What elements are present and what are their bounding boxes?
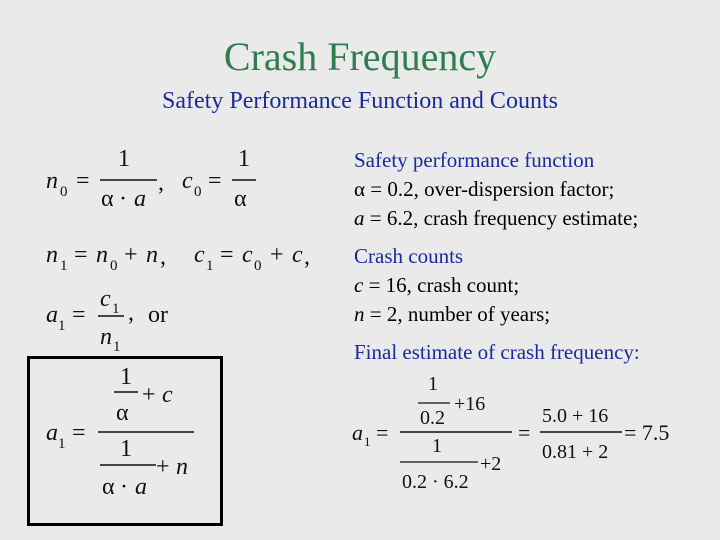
c-desc: = 16, crash count; bbox=[363, 273, 520, 297]
eq3-a1: a bbox=[46, 302, 58, 328]
eq1b-den-alpha: α bbox=[234, 186, 247, 212]
alpha-symbol: α bbox=[354, 177, 366, 201]
alpha-line bbox=[354, 175, 638, 204]
final-a1: a bbox=[352, 420, 363, 445]
final-a1-sub: 1 bbox=[364, 434, 371, 449]
n-desc: = 2, number of years; bbox=[364, 302, 551, 326]
a-line bbox=[354, 204, 638, 233]
eq4-top-plus: + bbox=[142, 382, 156, 408]
eq1-den-dot: · bbox=[119, 186, 127, 212]
eq2-equals: = bbox=[74, 242, 88, 268]
eq4-equals: = bbox=[72, 420, 86, 446]
c-line bbox=[354, 271, 550, 300]
eq2-n1-sub: 1 bbox=[60, 258, 68, 274]
final-heading: Final estimate of crash frequency: bbox=[354, 340, 640, 364]
eq4-a1-sub: 1 bbox=[58, 436, 66, 452]
eq2-n1: n bbox=[46, 242, 58, 268]
eq2-c1: c bbox=[194, 242, 205, 268]
eq3-comma: , bbox=[128, 300, 134, 326]
a-symbol: a bbox=[354, 206, 365, 230]
a-desc: = 6.2, crash frequency estimate; bbox=[364, 206, 639, 230]
eq3-or: or bbox=[148, 302, 168, 328]
spf-notes bbox=[354, 146, 638, 233]
eq4-bot-one: 1 bbox=[120, 436, 132, 462]
eq1-den-a: a bbox=[134, 186, 146, 212]
eq3-den-n: n bbox=[100, 324, 112, 350]
final-mid-num: 5.0 + 16 bbox=[542, 405, 609, 427]
eq4-top-one: 1 bbox=[120, 364, 132, 390]
eq3-num-c: c bbox=[100, 286, 111, 312]
spf-heading: Safety performance function bbox=[354, 148, 595, 172]
eq2-equals-2: = bbox=[220, 242, 234, 268]
eq1-den-alpha: α bbox=[101, 186, 114, 212]
eq4-top-c: c bbox=[162, 382, 173, 408]
n-symbol: n bbox=[354, 302, 365, 326]
final-top-plus-c: +16 bbox=[454, 393, 486, 415]
eq3-equals: = bbox=[72, 302, 86, 328]
eq1-num: 1 bbox=[118, 146, 130, 172]
final-mid-den: 0.81 + 2 bbox=[542, 441, 609, 463]
final-top-one: 1 bbox=[428, 373, 438, 395]
eq1-c-sub: 0 bbox=[194, 184, 202, 200]
slide-title: Crash Frequency bbox=[223, 34, 497, 79]
eq1-equals: = bbox=[76, 168, 90, 194]
eq1-n-sub: 0 bbox=[60, 184, 68, 200]
counts-heading: Crash counts bbox=[354, 244, 464, 268]
final-bot-plus-n: +2 bbox=[480, 453, 502, 475]
formula-highlight-box bbox=[27, 356, 223, 526]
eq2-comma-2: , bbox=[304, 244, 310, 270]
final-notes bbox=[354, 338, 640, 367]
final-equals-2: = bbox=[518, 420, 531, 445]
eq2-c0-sub: 0 bbox=[254, 258, 262, 274]
final-bot-alpha-a: 0.2 · 6.2 bbox=[402, 471, 469, 493]
eq4-bot-n: n bbox=[176, 454, 188, 480]
eq4-top-alpha: α bbox=[116, 400, 129, 426]
eq4-bot-plus: + bbox=[156, 454, 170, 480]
eq2-c0: c bbox=[242, 242, 253, 268]
eq1-comma: , bbox=[158, 170, 164, 196]
eq4-bot-alpha: α bbox=[102, 474, 115, 500]
eq1-equals-2: = bbox=[208, 168, 222, 194]
eq2-c: c bbox=[292, 242, 303, 268]
final-result: = 7.5 bbox=[624, 420, 670, 445]
eq2-plus: + bbox=[124, 242, 138, 268]
eq1-c: c bbox=[182, 168, 193, 194]
eq2-n0: n bbox=[96, 242, 108, 268]
final-top-alpha: 0.2 bbox=[420, 407, 445, 429]
count-notes bbox=[354, 242, 550, 329]
slide-subtitle: Safety Performance Function and Counts bbox=[162, 88, 558, 114]
eq3-den-sub: 1 bbox=[113, 339, 121, 355]
c-symbol: c bbox=[354, 273, 364, 297]
eq4-bot-dot: · bbox=[120, 474, 128, 500]
eq1b-num: 1 bbox=[238, 146, 250, 172]
final-bot-one: 1 bbox=[432, 435, 442, 457]
eq2-n0-sub: 0 bbox=[110, 258, 118, 274]
eq3-a1-sub: 1 bbox=[58, 318, 66, 334]
eq4-a1: a bbox=[46, 420, 58, 446]
eq2-plus-2: + bbox=[270, 242, 284, 268]
eq1-n: n bbox=[46, 168, 58, 194]
eq3-num-sub: 1 bbox=[112, 301, 120, 317]
eq4-bot-a: a bbox=[135, 474, 147, 500]
eq2-n: n bbox=[146, 242, 158, 268]
n-line bbox=[354, 300, 550, 329]
alpha-desc: = 0.2, over-dispersion factor; bbox=[365, 177, 615, 201]
eq2-c1-sub: 1 bbox=[206, 258, 214, 274]
eq2-comma: , bbox=[160, 244, 166, 270]
final-equals-1: = bbox=[376, 420, 389, 445]
